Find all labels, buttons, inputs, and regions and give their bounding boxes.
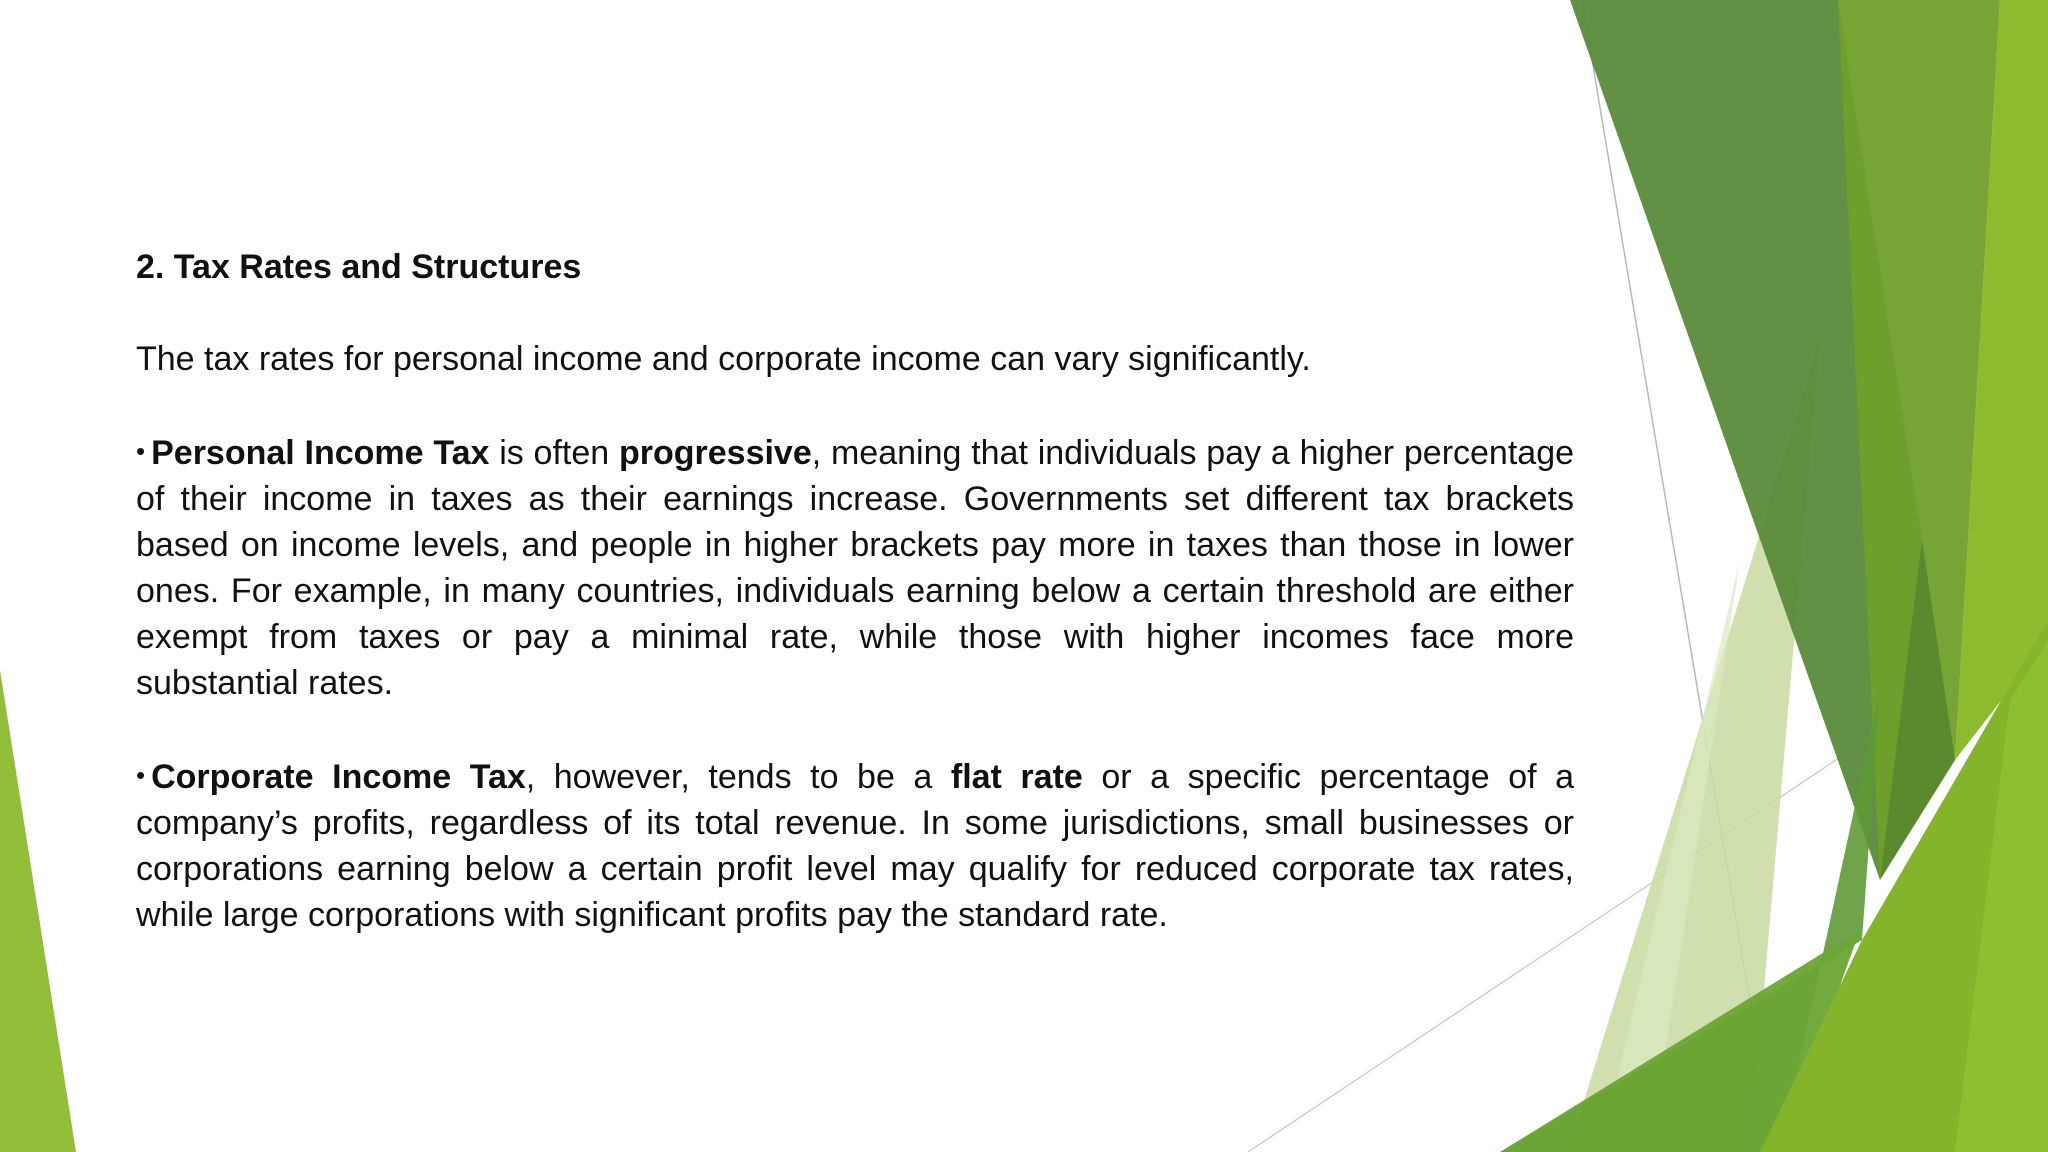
slide-body — [136, 244, 1574, 984]
bullet-corporate-income-tax — [136, 752, 1574, 938]
bullet-text: or a specific percentage of a company’s profits, regardless of its total revenue. In some jurisdictions, small businesses or corporations earning below a certain profit level may qualify for reduced corporate tax rates, while large corporations with significant profits pay the standard rate. — [136, 758, 1575, 934]
bullet-personal-income-tax — [136, 428, 1574, 706]
bullet-text: , meaning that individuals pay a higher percentage of their income in taxes as their earnings increase. Governments set different tax brackets based on income levels, and people in higher brackets pay more in taxes than those in lower ones. For example, in many countries, individuals earning below a certain threshold are either exempt from taxes or pay a minimal rate, while those with higher incomes face more substantial rates. — [136, 434, 1575, 702]
slide-heading: 2. Tax Rates and Structures — [136, 248, 582, 286]
term-corporate-income-tax: Corporate Income Tax — [151, 758, 526, 796]
bullet-text: , however, tends to be a — [525, 758, 951, 796]
left-green-sliver — [0, 670, 76, 1152]
bullet-marker: • — [136, 436, 146, 466]
emphasis-flat-rate: flat rate — [950, 758, 1083, 796]
bullet-text: is often — [489, 434, 619, 472]
term-personal-income-tax: Personal Income Tax — [151, 434, 490, 472]
emphasis-progressive: progressive — [618, 434, 812, 472]
bullet-marker: • — [136, 760, 146, 790]
intro-paragraph: The tax rates for personal income and corporate income can vary significantly. — [136, 340, 1311, 378]
